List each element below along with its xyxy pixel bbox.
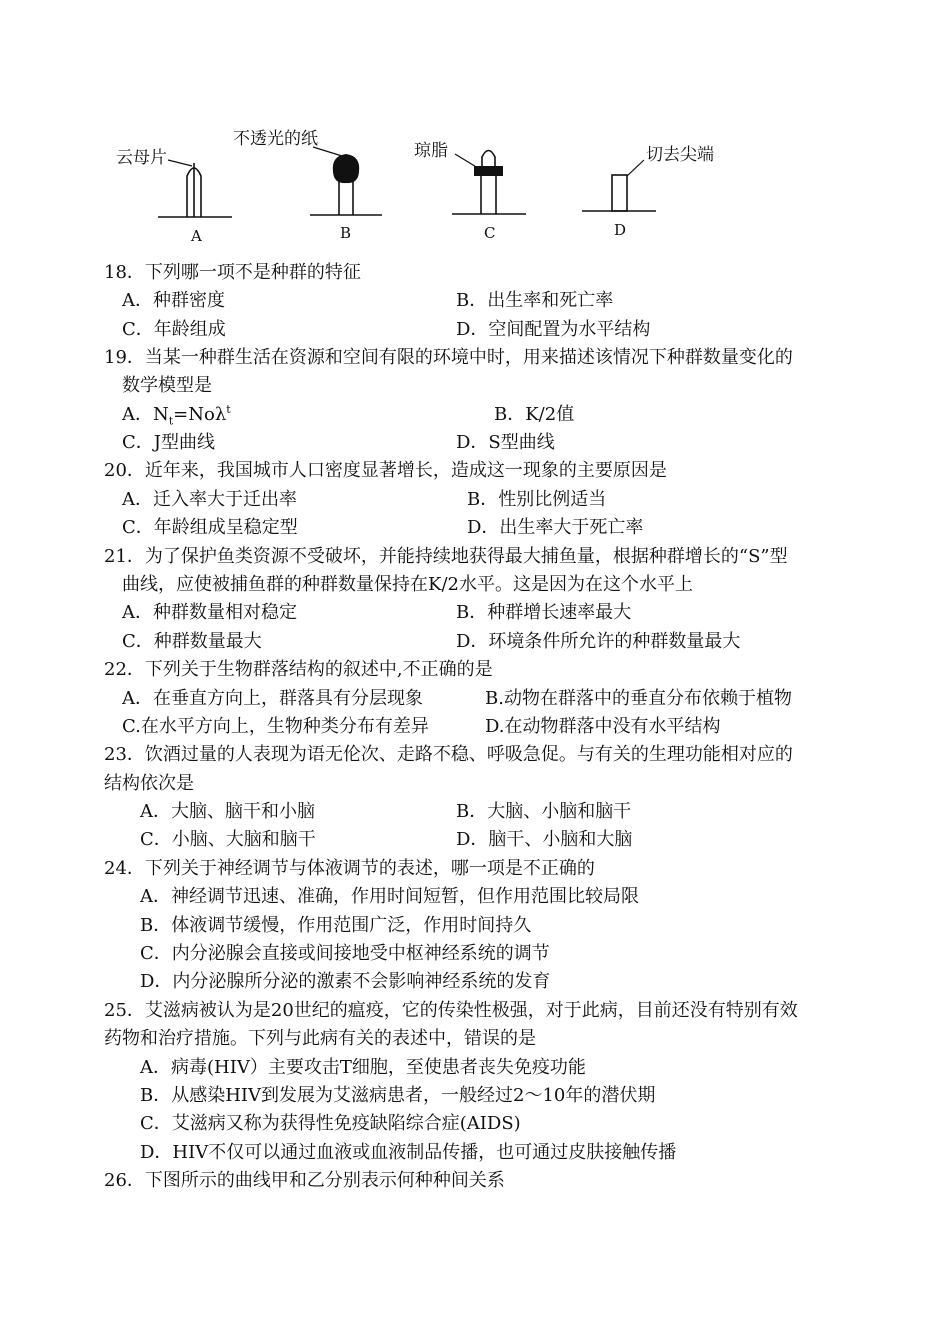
option-25-a: A．病毒(HIV）主要攻击T细胞，至使患者丧失免疫功能 [140, 1057, 586, 1078]
option-23-b: B．大脑、小脑和脑干 [456, 801, 632, 822]
option-22-d: D.在动物群落中没有水平结构 [485, 716, 721, 737]
option-19-a: A．$N_t=No\lambda^t$ [122, 403, 231, 428]
option-21-b: B．种群增长速率最大 [456, 602, 632, 623]
option-24-a: A．神经调节迅速、准确，作用时间短暂，但作用范围比较局限 [140, 886, 639, 907]
letter-b: B [340, 224, 352, 242]
option-24-b: B．体液调节缓慢，作用范围广泛，作用时间持久 [140, 915, 532, 936]
experiment-b [233, 129, 382, 242]
option-19-c: C．J型曲线 [122, 432, 215, 453]
option-23-d: D．脑干、小脑和大脑 [456, 829, 633, 850]
coleoptile-figure [0, 0, 950, 260]
experiment-d [582, 145, 714, 239]
question-18-stem: 18．下列哪一项不是种群的特征 [104, 262, 361, 283]
agar-label: 琼脂 [414, 141, 448, 161]
option-18-c: C．年龄组成 [122, 319, 226, 340]
question-25-stem: 25．艾滋病被认为是20世纪的瘟疫，它的传染性极强，对于此病，目前还没有特别有效 [104, 1000, 798, 1021]
question-25-stem-cont: 药物和治疗措施。下列与此病有关的表述中，错误的是 [104, 1028, 536, 1049]
letter-c: C [484, 224, 496, 242]
question-21-stem-cont: 曲线，应使被捕鱼群的种群数量保持在K/2水平。这是因为在这个水平上 [122, 574, 693, 595]
option-24-c: C．内分泌腺会直接或间接地受中枢神经系统的调节 [140, 943, 550, 964]
question-23-stem-cont: 结构依次是 [104, 773, 194, 794]
option-25-c: C．艾滋病又称为获得性免疫缺陷综合症(AIDS) [140, 1113, 521, 1134]
option-22-a: A．在垂直方向上，群落具有分层现象 [122, 688, 423, 709]
agar-block [474, 166, 503, 176]
question-21-stem: 21．为了保护鱼类资源不受破坏，并能持续地获得最大捕鱼量，根据种群增长的“S”型 [104, 546, 788, 567]
option-21-c: C．种群数量最大 [122, 631, 262, 652]
opaque-paper-cap [333, 154, 359, 183]
option-20-c: C．年龄组成呈稳定型 [122, 517, 298, 538]
letter-d: D [614, 221, 627, 239]
option-24-d: D．内分泌腺所分泌的激素不会影响神经系统的发育 [140, 971, 551, 992]
question-24-stem: 24．下列关于神经调节与体液调节的表述，哪一项是不正确的 [104, 858, 595, 879]
opaque-paper-label: 不透光的纸 [233, 129, 318, 149]
cut-tip-label: 切去尖端 [646, 145, 714, 165]
option-23-c: C．小脑、大脑和脑干 [140, 829, 316, 850]
option-18-b: B．出生率和死亡率 [456, 290, 614, 311]
mica-label: 云母片 [116, 148, 167, 168]
question-19-stem-cont: 数学模型是 [122, 375, 212, 396]
option-22-b: B.动物在群落中的垂直分布依赖于植物 [485, 688, 792, 709]
option-22-c: C.在水平方向上，生物种类分布有差异 [122, 716, 429, 737]
letter-a: A [191, 227, 202, 245]
option-19-b: B．K/2值 [494, 404, 575, 425]
question-19-stem: 19．当某一种群生活在资源和空间有限的环境中时，用来描述该情况下种群数量变化的 [104, 347, 793, 368]
option-20-b: B．性别比例适当 [467, 489, 607, 510]
option-18-d: D．空间配置为水平结构 [456, 319, 651, 340]
experiment-a [116, 148, 232, 245]
experiment-c [414, 141, 526, 242]
decapitated-coleoptile [612, 175, 627, 211]
option-20-a: A．迁入率大于迁出率 [122, 489, 297, 510]
question-26-stem: 26．下图所示的曲线甲和乙分别表示何种种间关系 [104, 1170, 505, 1191]
option-18-a: A．种群密度 [122, 290, 225, 311]
option-20-d: D．出生率大于死亡率 [467, 517, 644, 538]
option-19-d: D．S型曲线 [456, 432, 555, 453]
option-21-a: A．种群数量相对稳定 [122, 602, 297, 623]
option-25-b: B．从感染HIV到发展为艾滋病患者，一般经过2～10年的潜伏期 [140, 1085, 656, 1106]
option-21-d: D．环境条件所允许的种群数量最大 [456, 631, 741, 652]
question-20-stem: 20．近年来，我国城市人口密度显著增长，造成这一现象的主要原因是 [104, 460, 667, 481]
question-23-stem: 23．饮酒过量的人表现为语无伦次、走路不稳、呼吸急促。与有关的生理功能相对应的 [104, 744, 793, 765]
option-25-d: D．HIV不仅可以通过血液或血液制品传播，也可通过皮肤接触传播 [140, 1142, 677, 1163]
coleoptile-diagram [0, 0, 950, 260]
question-22-stem: 22．下列关于生物群落结构的叙述中,不正确的是 [104, 659, 493, 680]
option-23-a: A．大脑、脑干和小脑 [140, 801, 315, 822]
